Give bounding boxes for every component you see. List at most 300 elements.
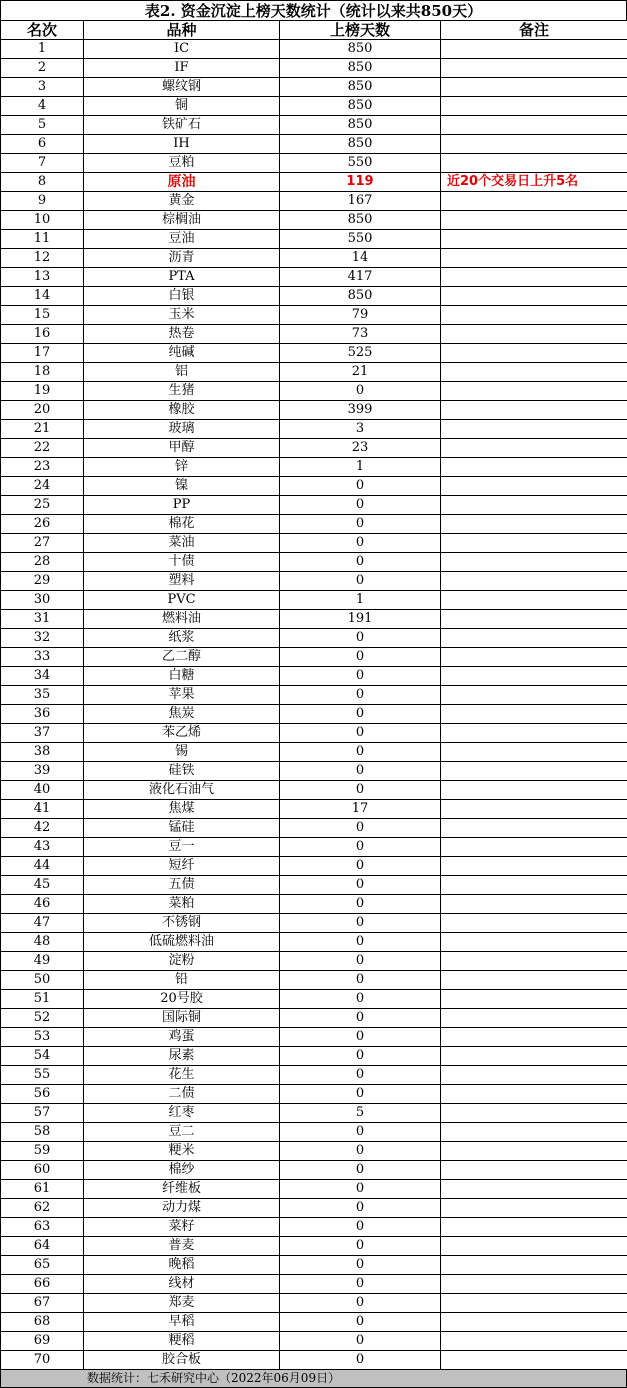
rank-cell: 40 (1, 781, 84, 800)
table-row (1, 971, 627, 990)
table-row (1, 781, 627, 800)
days-cell: 850 (280, 116, 441, 135)
product-cell: 粳米 (84, 1142, 280, 1161)
days-cell: 17 (280, 800, 441, 819)
note-cell (441, 629, 627, 648)
note-cell (441, 876, 627, 895)
product-cell: 菜粕 (84, 895, 280, 914)
product-cell: 乙二醇 (84, 648, 280, 667)
table-row (1, 952, 627, 971)
table-row (1, 933, 627, 952)
note-cell (441, 154, 627, 173)
product-cell: 镍 (84, 477, 280, 496)
days-cell: 73 (280, 325, 441, 344)
product-cell: 早稻 (84, 1313, 280, 1332)
table-row (1, 458, 627, 477)
days-cell: 0 (280, 1009, 441, 1028)
rank-cell: 37 (1, 724, 84, 743)
table-row (1, 800, 627, 819)
product-cell: 十债 (84, 553, 280, 572)
table-row (1, 1332, 627, 1351)
table-row (1, 895, 627, 914)
table-row (1, 648, 627, 667)
table-row (1, 990, 627, 1009)
days-cell: 0 (280, 553, 441, 572)
rank-cell: 41 (1, 800, 84, 819)
rank-cell: 33 (1, 648, 84, 667)
product-cell: 玻璃 (84, 420, 280, 439)
rank-cell: 68 (1, 1313, 84, 1332)
product-cell: 铝 (84, 363, 280, 382)
rank-cell: 5 (1, 116, 84, 135)
product-cell: 二债 (84, 1085, 280, 1104)
days-cell: 0 (280, 1313, 441, 1332)
note-cell (441, 59, 627, 78)
days-cell: 0 (280, 1085, 441, 1104)
note-cell (441, 819, 627, 838)
note-cell (441, 1256, 627, 1275)
days-cell: 399 (280, 401, 441, 420)
note-cell (441, 325, 627, 344)
note-cell (441, 1028, 627, 1047)
days-cell: 850 (280, 78, 441, 97)
days-cell: 0 (280, 743, 441, 762)
note-cell (441, 249, 627, 268)
days-cell: 0 (280, 648, 441, 667)
product-cell: 豆一 (84, 838, 280, 857)
table-row (1, 1104, 627, 1123)
table-row (1, 268, 627, 287)
days-cell: 0 (280, 1332, 441, 1351)
rank-cell: 21 (1, 420, 84, 439)
days-cell: 0 (280, 1047, 441, 1066)
rank-cell: 15 (1, 306, 84, 325)
note-cell (441, 1180, 627, 1199)
rank-cell: 22 (1, 439, 84, 458)
table-title: 表2. 资金沉淀上榜天数统计（统计以来共850天） (0, 0, 627, 20)
rank-cell: 38 (1, 743, 84, 762)
product-cell: 线材 (84, 1275, 280, 1294)
rank-cell: 42 (1, 819, 84, 838)
days-cell: 850 (280, 287, 441, 306)
table-row (1, 1237, 627, 1256)
days-cell: 550 (280, 230, 441, 249)
rank-cell: 66 (1, 1275, 84, 1294)
product-cell: 白银 (84, 287, 280, 306)
rank-cell: 2 (1, 59, 84, 78)
header-days: 上榜天数 (280, 21, 441, 40)
table-row (1, 534, 627, 553)
product-cell: IC (84, 40, 280, 59)
product-cell: IH (84, 135, 280, 154)
table-row (1, 135, 627, 154)
table-row (1, 439, 627, 458)
days-cell: 0 (280, 876, 441, 895)
header-rank: 名次 (1, 21, 84, 40)
note-cell (441, 933, 627, 952)
product-cell: 棉纱 (84, 1161, 280, 1180)
rank-cell: 26 (1, 515, 84, 534)
note-cell (441, 781, 627, 800)
product-cell: 铁矿石 (84, 116, 280, 135)
table-row (1, 857, 627, 876)
note-cell (441, 116, 627, 135)
rank-cell: 58 (1, 1123, 84, 1142)
rank-cell: 6 (1, 135, 84, 154)
rank-cell: 43 (1, 838, 84, 857)
days-cell: 0 (280, 1066, 441, 1085)
note-cell (441, 1313, 627, 1332)
table-row (1, 496, 627, 515)
note-cell (441, 192, 627, 211)
product-cell: 晚稻 (84, 1256, 280, 1275)
note-cell (441, 648, 627, 667)
days-cell: 850 (280, 135, 441, 154)
product-cell: 生猪 (84, 382, 280, 401)
rank-cell: 64 (1, 1237, 84, 1256)
note-cell (441, 534, 627, 553)
note-cell (441, 667, 627, 686)
product-cell: 热卷 (84, 325, 280, 344)
note-cell (441, 1161, 627, 1180)
table-row (1, 1161, 627, 1180)
note-cell (441, 420, 627, 439)
days-cell: 0 (280, 971, 441, 990)
rank-cell: 55 (1, 1066, 84, 1085)
days-cell: 0 (280, 534, 441, 553)
product-cell: 不锈钢 (84, 914, 280, 933)
product-cell: 短纤 (84, 857, 280, 876)
header-row (1, 21, 627, 40)
days-cell: 0 (280, 1161, 441, 1180)
product-cell: 甲醇 (84, 439, 280, 458)
rank-cell: 29 (1, 572, 84, 591)
days-cell: 0 (280, 952, 441, 971)
product-cell: 锰硅 (84, 819, 280, 838)
days-cell: 525 (280, 344, 441, 363)
note-cell (441, 914, 627, 933)
product-cell: 铅 (84, 971, 280, 990)
header-note: 备注 (441, 21, 627, 40)
days-cell: 0 (280, 933, 441, 952)
table-row (1, 1123, 627, 1142)
product-cell: 低硫燃料油 (84, 933, 280, 952)
rank-cell: 46 (1, 895, 84, 914)
days-cell: 0 (280, 705, 441, 724)
rank-cell: 70 (1, 1351, 84, 1370)
table-row (1, 287, 627, 306)
table-row (1, 230, 627, 249)
rank-cell: 39 (1, 762, 84, 781)
product-cell: 棉花 (84, 515, 280, 534)
days-cell: 0 (280, 895, 441, 914)
days-cell: 850 (280, 211, 441, 230)
rank-cell: 24 (1, 477, 84, 496)
rank-cell: 9 (1, 192, 84, 211)
product-cell: 尿素 (84, 1047, 280, 1066)
ranking-table (0, 20, 627, 1370)
note-cell (441, 1275, 627, 1294)
product-cell: 焦炭 (84, 705, 280, 724)
note-cell (441, 458, 627, 477)
product-cell: 硅铁 (84, 762, 280, 781)
product-cell: 玉米 (84, 306, 280, 325)
product-cell: PVC (84, 591, 280, 610)
note-cell (441, 40, 627, 59)
rank-cell: 14 (1, 287, 84, 306)
days-cell: 850 (280, 40, 441, 59)
product-cell: PTA (84, 268, 280, 287)
note-cell (441, 1237, 627, 1256)
days-cell: 0 (280, 382, 441, 401)
product-cell: 纤维板 (84, 1180, 280, 1199)
table-row (1, 154, 627, 173)
rank-cell: 69 (1, 1332, 84, 1351)
table-row (1, 838, 627, 857)
rank-cell: 53 (1, 1028, 84, 1047)
table-row (1, 116, 627, 135)
product-cell: 动力煤 (84, 1199, 280, 1218)
product-cell: 普麦 (84, 1237, 280, 1256)
table-row (1, 306, 627, 325)
note-cell (441, 1294, 627, 1313)
rank-cell: 36 (1, 705, 84, 724)
days-cell: 0 (280, 477, 441, 496)
note-cell (441, 439, 627, 458)
note-cell (441, 1085, 627, 1104)
product-cell: 豆油 (84, 230, 280, 249)
days-cell: 0 (280, 496, 441, 515)
rank-cell: 25 (1, 496, 84, 515)
table-row (1, 1142, 627, 1161)
product-cell: 菜油 (84, 534, 280, 553)
product-cell: 燃料油 (84, 610, 280, 629)
note-cell (441, 135, 627, 154)
rank-cell: 23 (1, 458, 84, 477)
product-cell: 液化石油气 (84, 781, 280, 800)
rank-cell: 12 (1, 249, 84, 268)
note-cell (441, 1009, 627, 1028)
product-cell: 苹果 (84, 686, 280, 705)
note-cell (441, 78, 627, 97)
note-cell (441, 895, 627, 914)
table-row (1, 1256, 627, 1275)
product-cell: 纯碱 (84, 344, 280, 363)
table-row (1, 97, 627, 116)
days-cell: 191 (280, 610, 441, 629)
note-cell (441, 211, 627, 230)
rank-cell: 65 (1, 1256, 84, 1275)
table-row (1, 192, 627, 211)
table-row (1, 1180, 627, 1199)
table-row (1, 363, 627, 382)
product-cell: 黄金 (84, 192, 280, 211)
product-cell: 花生 (84, 1066, 280, 1085)
product-cell: 纸浆 (84, 629, 280, 648)
days-cell: 119 (280, 173, 441, 192)
product-cell: 鸡蛋 (84, 1028, 280, 1047)
note-cell (441, 287, 627, 306)
note-cell (441, 1332, 627, 1351)
days-cell: 3 (280, 420, 441, 439)
table-row (1, 762, 627, 781)
table-row (1, 724, 627, 743)
table-row (1, 344, 627, 363)
days-cell: 0 (280, 1275, 441, 1294)
note-cell (441, 990, 627, 1009)
note-cell (441, 838, 627, 857)
table-row (1, 325, 627, 344)
table-row (1, 401, 627, 420)
table-row (1, 173, 627, 192)
note-cell (441, 1142, 627, 1161)
days-cell: 0 (280, 629, 441, 648)
rank-cell: 1 (1, 40, 84, 59)
product-cell: 苯乙烯 (84, 724, 280, 743)
rank-cell: 32 (1, 629, 84, 648)
note-cell (441, 363, 627, 382)
table-row (1, 1028, 627, 1047)
days-cell: 850 (280, 59, 441, 78)
days-cell: 0 (280, 914, 441, 933)
note-cell (441, 971, 627, 990)
rank-cell: 47 (1, 914, 84, 933)
product-cell: 国际铜 (84, 1009, 280, 1028)
product-cell: 锌 (84, 458, 280, 477)
days-cell: 0 (280, 1237, 441, 1256)
table-row (1, 1275, 627, 1294)
note-cell (441, 610, 627, 629)
table-row (1, 59, 627, 78)
product-cell: 原油 (84, 173, 280, 192)
days-cell: 0 (280, 1180, 441, 1199)
note-cell (441, 1218, 627, 1237)
table-row (1, 819, 627, 838)
days-cell: 0 (280, 781, 441, 800)
table-row (1, 914, 627, 933)
rank-cell: 44 (1, 857, 84, 876)
table-row (1, 1009, 627, 1028)
table-row (1, 1294, 627, 1313)
note-cell (441, 306, 627, 325)
days-cell: 0 (280, 1142, 441, 1161)
table-row (1, 78, 627, 97)
table-row (1, 667, 627, 686)
note-cell (441, 1123, 627, 1142)
rank-cell: 56 (1, 1085, 84, 1104)
rank-cell: 31 (1, 610, 84, 629)
rank-cell: 19 (1, 382, 84, 401)
note-cell (441, 344, 627, 363)
product-cell: 五债 (84, 876, 280, 895)
note-cell (441, 686, 627, 705)
days-cell: 0 (280, 1218, 441, 1237)
rank-cell: 50 (1, 971, 84, 990)
days-cell: 0 (280, 724, 441, 743)
table-row (1, 1218, 627, 1237)
product-cell: 铜 (84, 97, 280, 116)
rank-cell: 57 (1, 1104, 84, 1123)
note-cell (441, 572, 627, 591)
note-cell (441, 477, 627, 496)
table-row (1, 1066, 627, 1085)
days-cell: 21 (280, 363, 441, 382)
days-cell: 0 (280, 819, 441, 838)
product-cell: 红枣 (84, 1104, 280, 1123)
note-cell (441, 401, 627, 420)
days-cell: 850 (280, 97, 441, 116)
rank-cell: 60 (1, 1161, 84, 1180)
days-cell: 0 (280, 1028, 441, 1047)
table-row (1, 40, 627, 59)
rank-cell: 35 (1, 686, 84, 705)
product-cell: 棕榈油 (84, 211, 280, 230)
table-row (1, 553, 627, 572)
header-product: 品种 (84, 21, 280, 40)
table-row (1, 382, 627, 401)
note-cell (441, 591, 627, 610)
note-cell (441, 1351, 627, 1370)
note-cell (441, 724, 627, 743)
note-cell (441, 97, 627, 116)
table-row (1, 591, 627, 610)
note-cell (441, 382, 627, 401)
product-cell: 螺纹钢 (84, 78, 280, 97)
note-cell (441, 705, 627, 724)
note-cell (441, 1047, 627, 1066)
days-cell: 1 (280, 591, 441, 610)
product-cell: PP (84, 496, 280, 515)
days-cell: 0 (280, 1256, 441, 1275)
table-row (1, 572, 627, 591)
rank-cell: 16 (1, 325, 84, 344)
note-cell (441, 496, 627, 515)
rank-cell: 3 (1, 78, 84, 97)
rank-cell: 62 (1, 1199, 84, 1218)
days-cell: 0 (280, 857, 441, 876)
rank-cell: 54 (1, 1047, 84, 1066)
rank-cell: 7 (1, 154, 84, 173)
table-row (1, 1313, 627, 1332)
note-cell (441, 857, 627, 876)
table-row (1, 705, 627, 724)
rank-cell: 63 (1, 1218, 84, 1237)
product-cell: 郑麦 (84, 1294, 280, 1313)
rank-cell: 13 (1, 268, 84, 287)
note-cell (441, 1104, 627, 1123)
rank-cell: 51 (1, 990, 84, 1009)
days-cell: 0 (280, 1294, 441, 1313)
rank-cell: 34 (1, 667, 84, 686)
days-cell: 23 (280, 439, 441, 458)
rank-cell: 11 (1, 230, 84, 249)
product-cell: 菜籽 (84, 1218, 280, 1237)
table-row (1, 876, 627, 895)
note-cell (441, 1199, 627, 1218)
note-cell (441, 230, 627, 249)
rank-cell: 17 (1, 344, 84, 363)
days-cell: 0 (280, 1199, 441, 1218)
days-cell: 417 (280, 268, 441, 287)
days-cell: 167 (280, 192, 441, 211)
product-cell: 淀粉 (84, 952, 280, 971)
days-cell: 0 (280, 686, 441, 705)
note-cell: 近20个交易日上升5名 (441, 173, 627, 192)
table-row (1, 610, 627, 629)
product-cell: 豆粕 (84, 154, 280, 173)
days-cell: 1 (280, 458, 441, 477)
note-cell (441, 762, 627, 781)
